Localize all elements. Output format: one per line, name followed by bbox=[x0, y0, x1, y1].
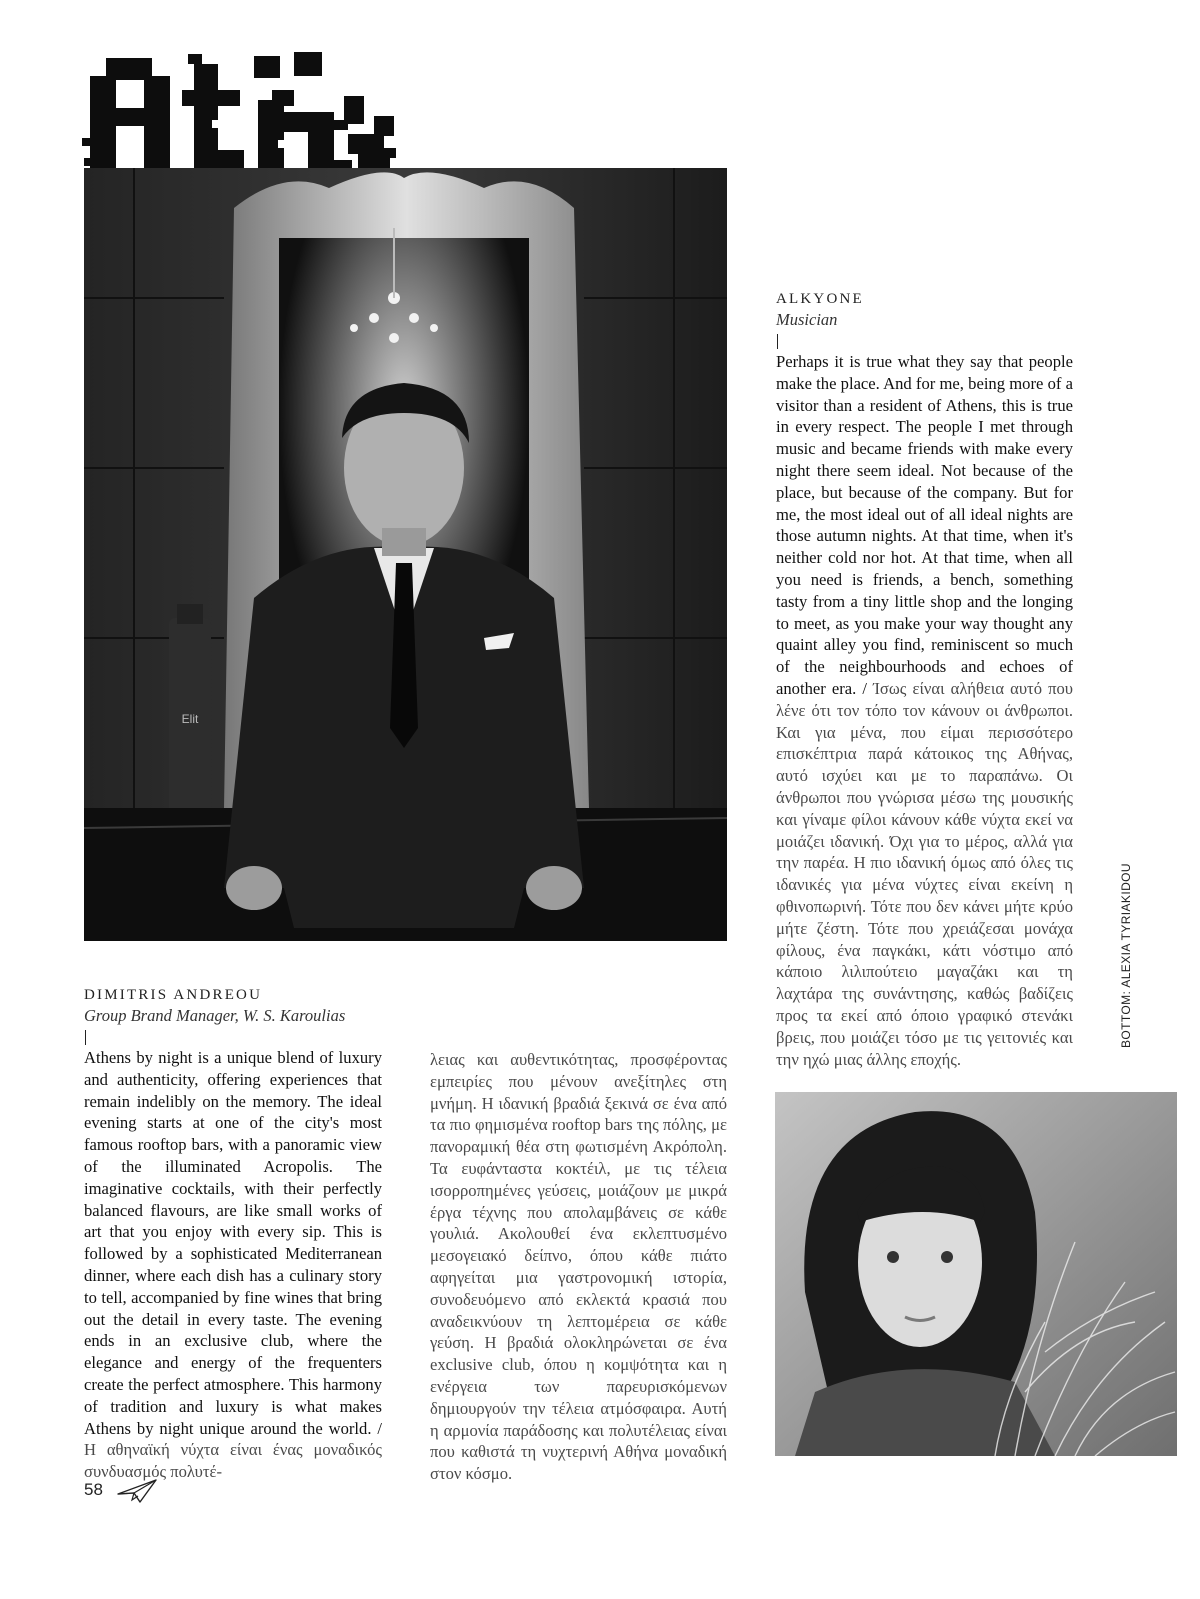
person-role: Group Brand Manager, W. S. Karoulias bbox=[84, 1006, 346, 1025]
english-text: Perhaps it is true what they say that people make the place. And for me, being more of a visitor than a resident of Athens, this is true in every respect. The people I met through music and became friends with make every night there seem ideal. Not because of the place, but because of the company. But for me, the most ideal out of all ideal nights are those autumn nights. At that time, when it's neither cold nor hot. At that time, when all you need is friends, a bench, something tasty from a tiny little shop and the longing to meet, as you make your way thought any quaint alley you find, reminiscent so much of the neighbourhoods and echoes of another era. / bbox=[776, 352, 1073, 698]
page-number: 58 bbox=[84, 1480, 103, 1499]
article-text bbox=[776, 351, 1073, 1070]
section-logo bbox=[82, 50, 402, 172]
person-role: Musician bbox=[776, 310, 838, 329]
paper-plane-icon bbox=[116, 1478, 158, 1504]
pixel-logo-icon bbox=[82, 50, 402, 172]
divider-rule bbox=[85, 1030, 86, 1045]
article-text bbox=[84, 1047, 382, 1483]
portrait-photo-icon bbox=[775, 1092, 1177, 1456]
greek-text: Η αθηναϊκή νύχτα είναι ένας μοναδικός συνδυασμός πολυτέ- bbox=[84, 1440, 382, 1482]
main-portrait-photo bbox=[84, 168, 727, 941]
greek-text: λειας και αυθεντικότητας, προσφέροντας εμπειρίες που μένουν ανεξίτηλες στη μνήμη. Η ιδανική βραδιά ξεκινά σε ένα από τα πιο φημισμένα rooftop bars της πόλης, με πανοραμική θέα στη φωτισμένη Ακρόπολη. Τα ευφάνταστα κοκτέιλ, με τις τέλεια ισορροπημένες γεύσεις, μοιάζουν με μικρά έργα τέχνης που απολαμβάνεις σε κάθε γουλιά. Ακολουθεί ένα εκλεπτυσμένο μεσογειακό δείπνο, όπου κάθε πιάτο αφηγείται μια γαστρονομική ιστορία, συνοδευόμενο από εκλεκτά κρασιά που αναδεικνύουν τη λεπτομέρεια σε κάθε γεύση. Η βραδιά ολοκληρώνεται σε ένα exclusive club, όπου η κομψότητα και η ενέργεια των παρευρισκόμενων δημιουργούν την τέλεια ατμόσφαιρα. Αυτή η αρμονία παράδοσης και πολυτέλειας είναι που καθιστά τη νυχτερινή Αθήνα μοναδική στον κόσμο. bbox=[430, 1050, 727, 1484]
dimitris-article bbox=[84, 985, 382, 1483]
alkyone-portrait-photo bbox=[775, 1092, 1177, 1456]
photo-credit: BOTTOM: ALEXIA TYRIAKIDOU bbox=[1119, 863, 1133, 1048]
person-name: ALKYONE bbox=[776, 291, 864, 307]
greek-text: Ίσως είναι αλήθεια αυτό που λένε ότι τον τόπο τον κάνουν οι άνθρωποι. Και για μένα, που είμαι περισσότερο επισκέπτρια παρά κάτοικος της Αθήνας, αυτό ισχύει και με το παραπάνω. Οι άνθρωποι που γνώρισα μέσω της μουσικής και γίναμε φίλοι κάνουν κάθε νύχτα εκεί να μοιάζει ιδανική. Όχι για το μέρος, αλλά για την παρέα. Η πιο ιδανική όμως από όλες τις ιδανικές για μένα νύχτες είναι εκείνη η φθινοπωρινή. Τότε που δεν κάνει μήτε κρύο μήτε ζέστη. Τότε που χρειάζεσαι μονάχα φίλους, ένα παγκάκι, κάτι νόστιμο από κάποιο λιλιπούτειο μαγαζάκι και τη λαχτάρα της συνάντησης, καθώς βαδίζεις προς τα εκεί από όποιο γραφικό στενάκι βρεις, που μοιάζει τόσο με τις γειτονιές και την ηχώ μιας άλλης εποχής. bbox=[776, 678, 1074, 1069]
bottle-label: Elit bbox=[181, 712, 199, 726]
alkyone-article bbox=[776, 289, 1073, 1070]
divider-rule bbox=[777, 334, 778, 349]
person-name: DIMITRIS ANDREOU bbox=[84, 987, 263, 1003]
portrait-photo-icon bbox=[84, 168, 727, 941]
dimitris-article-continued bbox=[430, 1049, 727, 1485]
english-text: Athens by night is a unique blend of luxury and authenticity, offering experiences that remain indelibly on the memory. The ideal evening starts at one of the city's most famous rooftop bars, with a panoramic view of the illuminated Acropolis. The imaginative cocktails, with their perfectly balanced flavours, are like small works of art that you enjoy with every sip. This is followed by a sophisticated Mediterranean dinner, where each dish has a culinary story to tell, accompanied by fine wines that bring out the detail in every taste. The evening ends in an exclusive club, where the elegance and energy of the frequenters create the perfect atmosphere. This harmony of tradition and luxury is what makes Athens by night unique around the world. / bbox=[84, 1048, 382, 1438]
